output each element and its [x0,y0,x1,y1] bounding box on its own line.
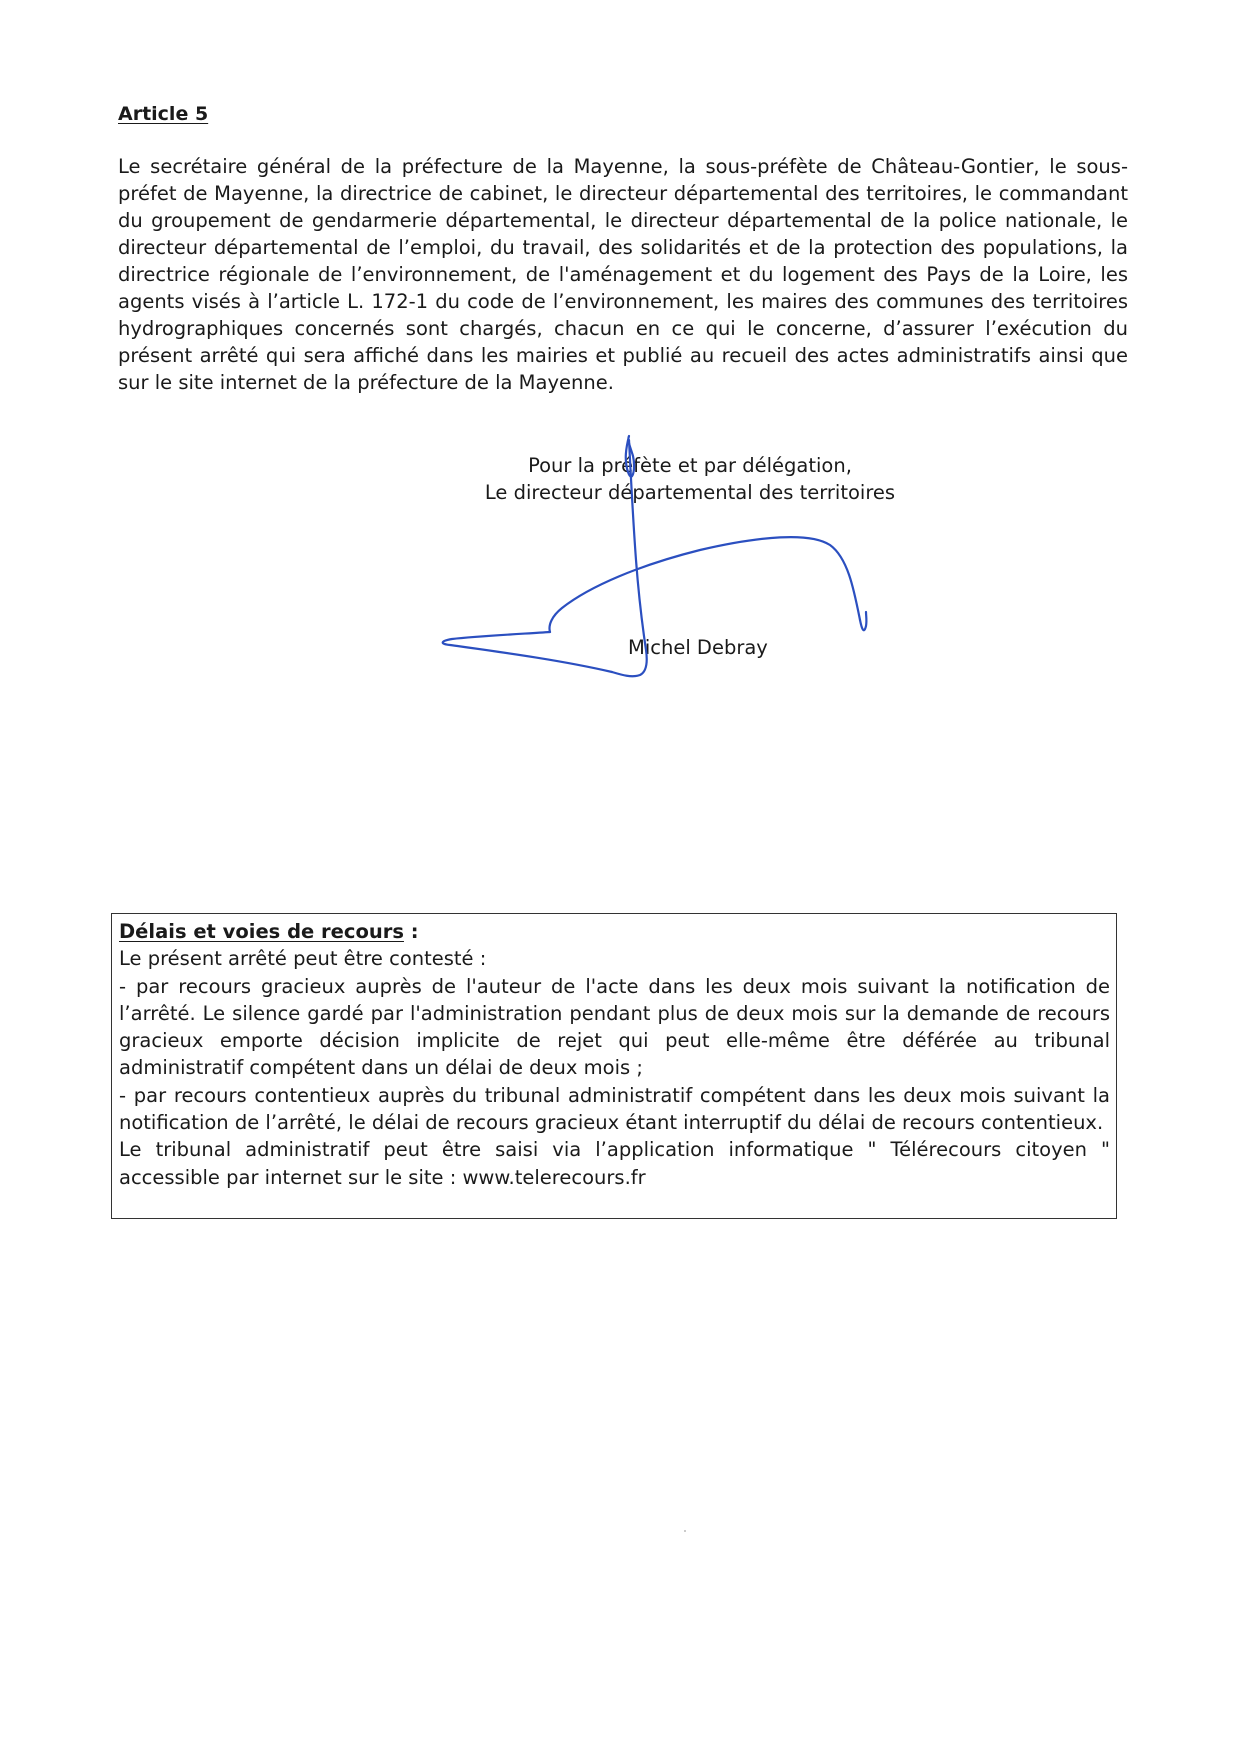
article-body: Le secrétaire général de la préfecture de la Mayenne, la sous-préfète de Château-Gontier, le sous-préfet de Mayenne, la directrice de cabinet, le directeur départemental des territoires, le commandant du groupement de gendarmerie départemental, le directeur départemental de la police nationale, le directeur départemental de l’emploi, du travail, des solidarités et de la protection des populations, la directrice régionale de l’environnement, de l'aménagement et du logement des Pays de la Loire, les agents visés à l’article L. 172-1 du code de l’environnement, les maires des communes des territoires hydrographiques concernés sont chargés, chacun en ce qui le concerne, d’assurer l’exécution du présent arrêté qui sera affiché dans les mairies et publié au recueil des actes administratifs ainsi que sur le site internet de la préfecture de la Mayenne. [118,155,1128,394]
article-heading: Article 5 [118,103,209,125]
scan-speck [684,1530,686,1532]
recours-title-line [119,918,1110,945]
recours-intro: Le présent arrêté peut être contesté : [119,947,487,971]
recours-title: Délais et voies de recours [119,920,404,943]
signature-line-1: Pour la préfète et par délégation, [528,454,852,477]
signature-line-2: Le directeur départemental des territoires [484,481,896,504]
recours-telerecours: Le tribunal administratif peut être saisi via l’application informatique " Télérecours citoyen " accessible par internet sur le site : www.telerecours.fr [119,1138,1110,1189]
signature-block [440,452,940,506]
signer-name: Michel Debray [628,636,768,659]
recours-gracieux: - par recours gracieux auprès de l'auteur de l'acte dans les deux mois suivant la notification de l’arrêté. Le silence gardé par l'administration pendant plus de deux mois sur la demande de recours gracieux emporte décision implicite de rejet qui peut elle-même être déférée au tribunal administratif compétent dans un délai de deux mois ; [119,974,1110,1080]
recours-box [111,913,1117,1219]
recours-contentieux: - par recours contentieux auprès du tribunal administratif compétent dans les deux mois suivant la notification de l’arrêté, le délai de recours gracieux étant interruptif du délai de recours contentieux. [119,1083,1110,1135]
recours-title-colon: : [403,920,419,943]
